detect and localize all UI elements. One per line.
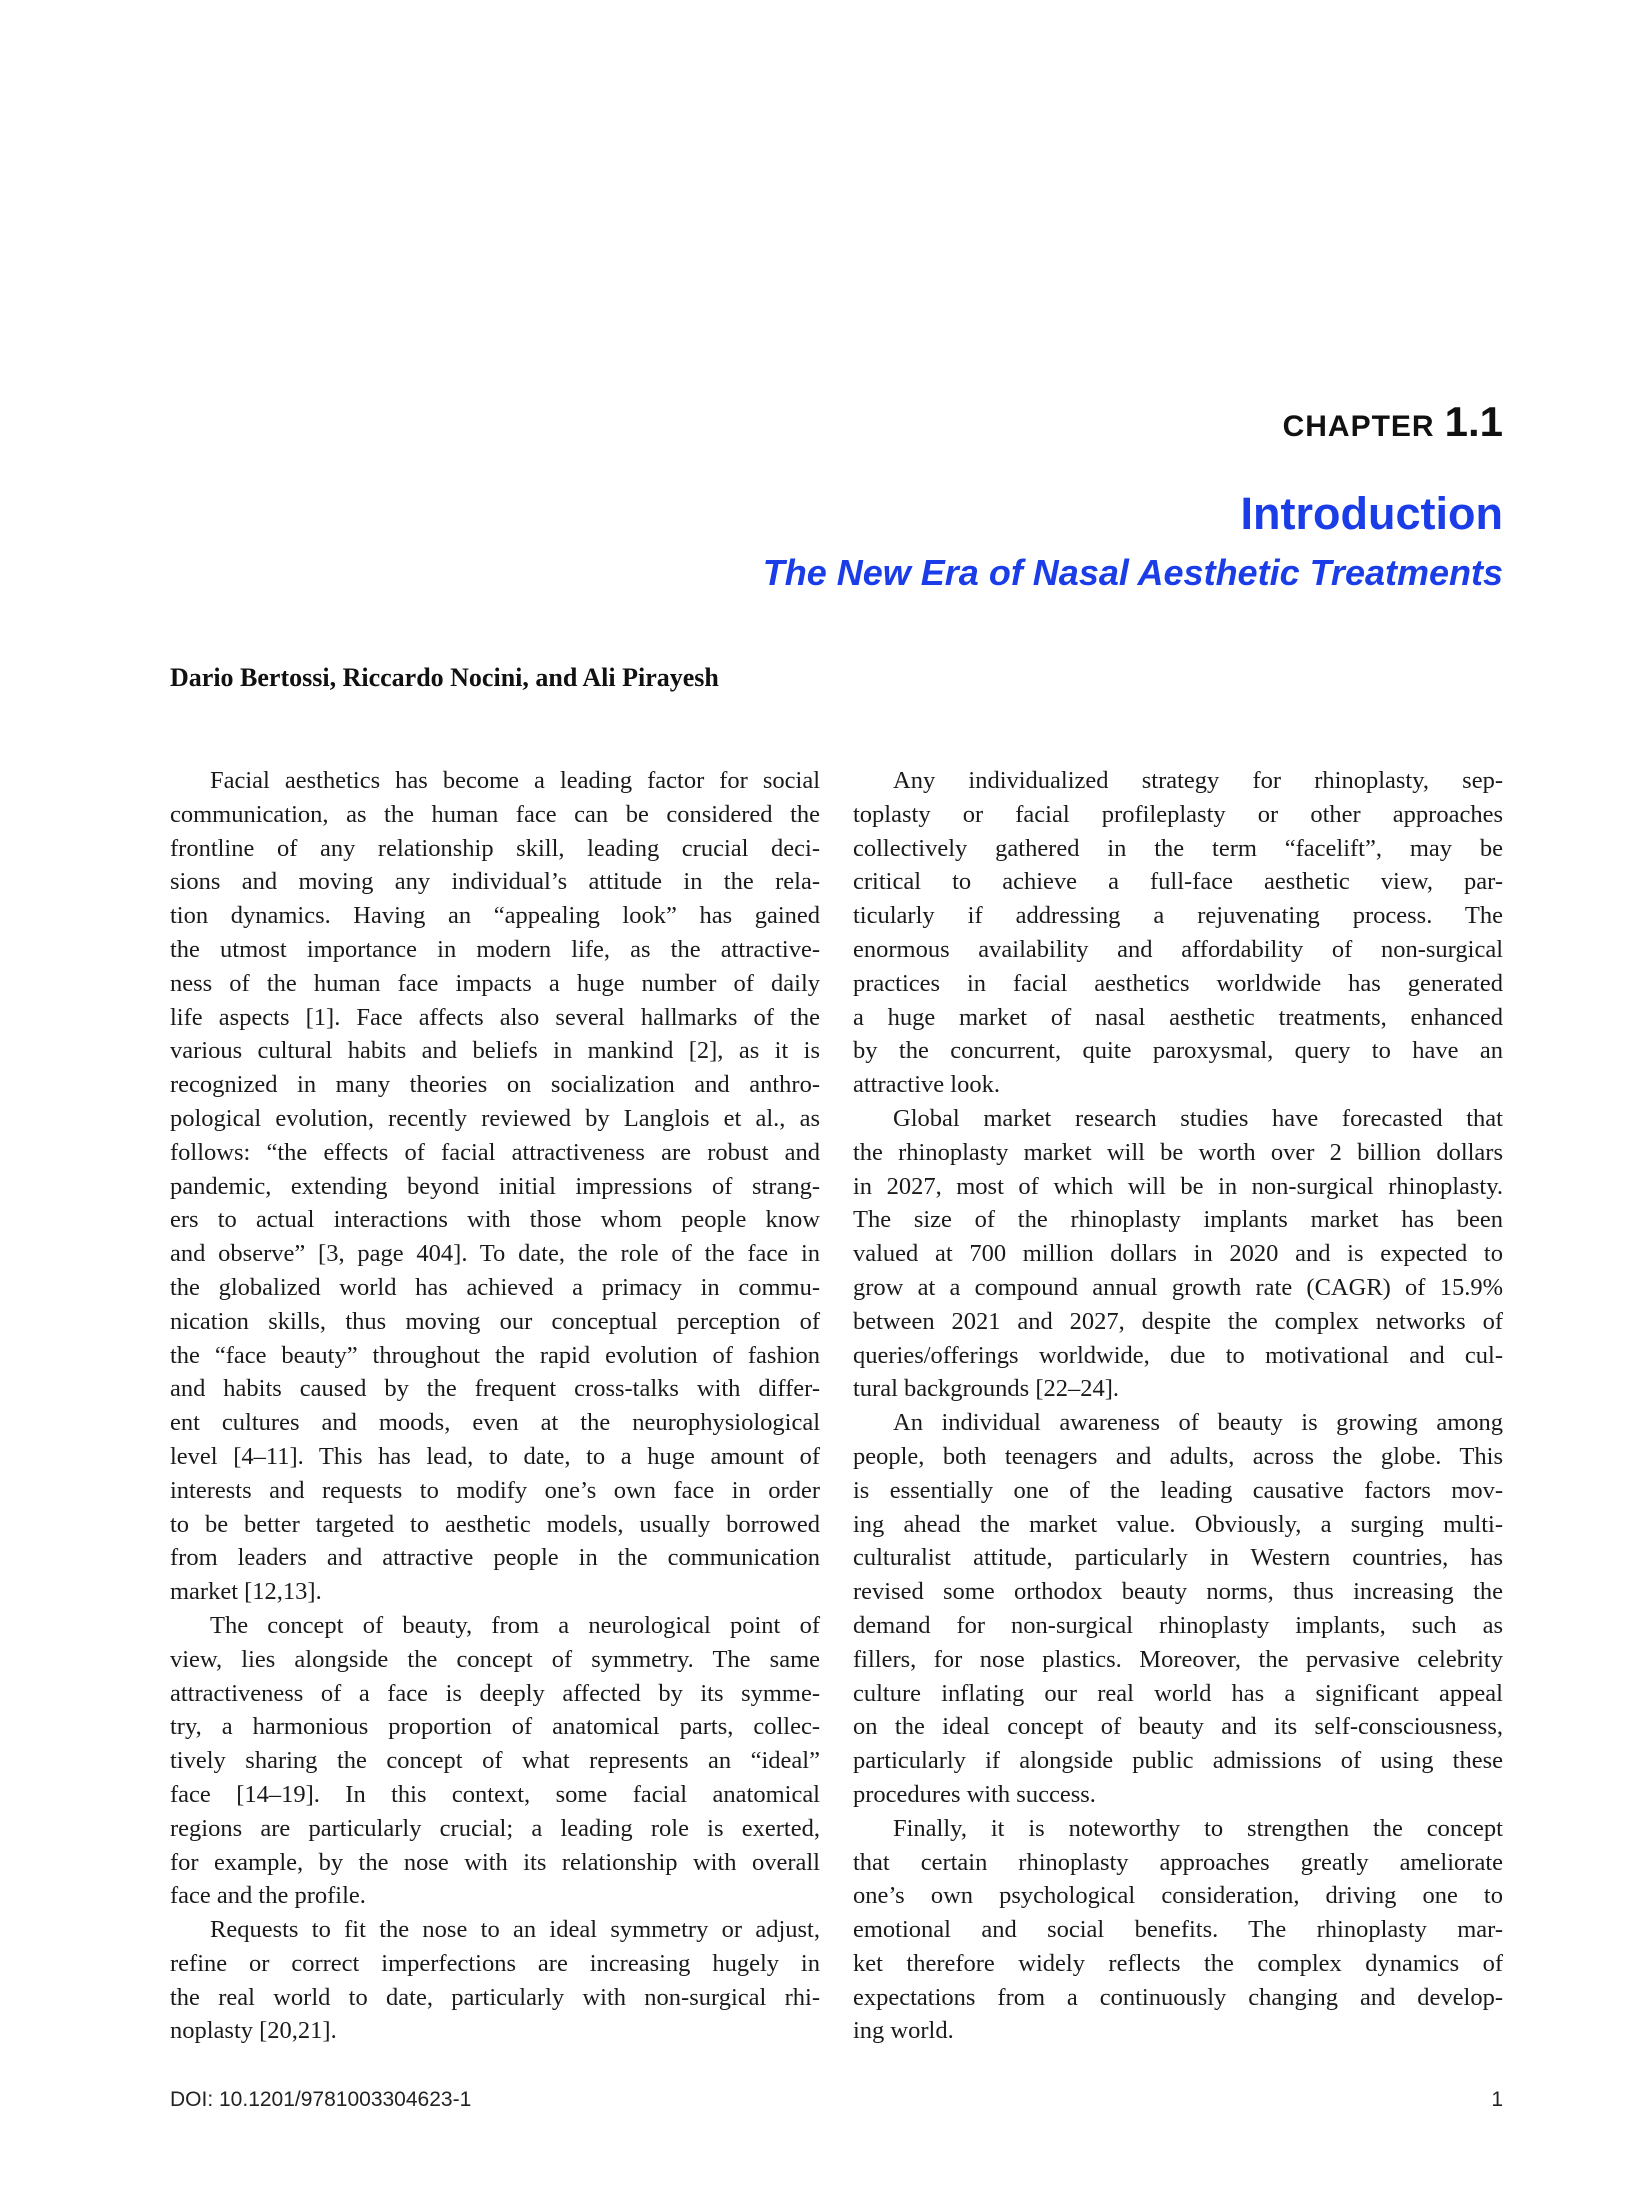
text-line: Finally, it is noteworthy to strengthen the concept bbox=[893, 1814, 1503, 1842]
text-line: ket therefore widely reflects the complex dynamics of bbox=[853, 1949, 1503, 1977]
text-line: procedures with success. bbox=[853, 1780, 1096, 1808]
text-line: expectations from a continuously changing and develop- bbox=[853, 1983, 1503, 2011]
text-line: revised some orthodox beauty norms, thus increasing the bbox=[853, 1578, 1503, 1606]
text-line: practices in facial aesthetics worldwide has generated bbox=[853, 969, 1503, 997]
paragraph bbox=[853, 1812, 1503, 2049]
text-line: market [12,13]. bbox=[170, 1578, 322, 1606]
text-line: attractiveness of a face is deeply affected by its symme- bbox=[170, 1679, 820, 1707]
chapter-heading bbox=[1283, 398, 1503, 446]
text-line: frontline of any relationship skill, leading crucial deci- bbox=[170, 834, 820, 862]
text-line: people, both teenagers and adults, across the globe. This bbox=[853, 1442, 1503, 1470]
text-line: that certain rhinoplasty approaches greatly ameliorate bbox=[853, 1848, 1503, 1876]
text-line: ing ahead the market value. Obviously, a surging multi- bbox=[853, 1510, 1503, 1538]
paragraph bbox=[170, 764, 820, 1609]
body-column-left bbox=[170, 764, 820, 2048]
text-line: pological evolution, recently reviewed by Langlois et al., as bbox=[170, 1104, 820, 1132]
text-line: ers to actual interactions with those whom people know bbox=[170, 1206, 820, 1234]
text-line: ing world. bbox=[853, 2017, 954, 2045]
text-line: from leaders and attractive people in the communication bbox=[170, 1544, 820, 1572]
text-line: for example, by the nose with its relationship with overall bbox=[170, 1848, 820, 1876]
text-line: and habits caused by the frequent cross-talks with differ- bbox=[170, 1375, 820, 1403]
paragraph bbox=[853, 1406, 1503, 1812]
text-line: ness of the human face impacts a huge number of daily bbox=[170, 969, 820, 997]
text-line: emotional and social benefits. The rhinoplasty mar- bbox=[853, 1916, 1503, 1944]
text-line: tively sharing the concept of what represents an “ideal” bbox=[170, 1747, 820, 1775]
text-line: face and the profile. bbox=[170, 1882, 366, 1910]
text-line: in 2027, most of which will be in non-surgical rhinoplasty. bbox=[853, 1172, 1503, 1200]
chapter-number: 1.1 bbox=[1444, 398, 1503, 445]
chapter-subtitle: The New Era of Nasal Aesthetic Treatments bbox=[762, 552, 1503, 593]
text-line: level [4–11]. This has lead, to date, to a huge amount of bbox=[170, 1442, 820, 1470]
text-line: particularly if alongside public admissions of using these bbox=[853, 1747, 1503, 1775]
text-line: sions and moving any individual’s attitude in the rela- bbox=[170, 868, 820, 896]
text-line: tural backgrounds [22–24]. bbox=[853, 1375, 1120, 1403]
text-line: enormous availability and affordability of non-surgical bbox=[853, 935, 1503, 963]
text-line: interests and requests to modify one’s own face in order bbox=[170, 1476, 820, 1504]
text-line: culture inflating our real world has a significant appeal bbox=[853, 1679, 1503, 1707]
text-line: Any individualized strategy for rhinoplasty, sep- bbox=[893, 767, 1503, 794]
paragraph bbox=[170, 1609, 820, 1913]
paragraph bbox=[170, 1913, 820, 2048]
text-line: An individual awareness of beauty is growing among bbox=[893, 1409, 1503, 1437]
text-line: demand for non-surgical rhinoplasty implants, such as bbox=[853, 1611, 1503, 1639]
text-line: the utmost importance in modern life, as the attractive- bbox=[170, 935, 820, 963]
text-line: valued at 700 million dollars in 2020 and is expected to bbox=[853, 1240, 1503, 1268]
text-line: one’s own psychological consideration, driving one to bbox=[853, 1882, 1503, 1910]
text-line: Global market research studies have forecasted that bbox=[893, 1104, 1503, 1132]
text-line: face [14–19]. In this context, some facial anatomical bbox=[170, 1780, 820, 1808]
text-line: to be better targeted to aesthetic models, usually borrowed bbox=[170, 1510, 820, 1538]
text-line: the real world to date, particularly with non-surgical rhi- bbox=[170, 1983, 820, 2011]
text-line: various cultural habits and beliefs in mankind [2], as it is bbox=[170, 1037, 820, 1065]
text-line: attractive look. bbox=[853, 1071, 1000, 1099]
paragraph bbox=[853, 1102, 1503, 1406]
text-line: ticularly if addressing a rejuvenating process. The bbox=[853, 902, 1503, 930]
chapter-label: CHAPTER bbox=[1282, 410, 1435, 443]
text-line: toplasty or facial profileplasty or other approaches bbox=[853, 800, 1503, 828]
text-line: pandemic, extending beyond initial impressions of strang- bbox=[170, 1172, 820, 1200]
text-line: the rhinoplasty market will be worth over 2 billion dollars bbox=[853, 1138, 1503, 1166]
text-line: The concept of beauty, from a neurological point of bbox=[210, 1611, 820, 1639]
page-number: 1 bbox=[1491, 2088, 1503, 2111]
chapter-title: Introduction bbox=[1240, 488, 1503, 539]
text-line: try, a harmonious proportion of anatomical parts, collec- bbox=[170, 1713, 820, 1741]
text-line: grow at a compound annual growth rate (CAGR) of 15.9% bbox=[853, 1273, 1503, 1301]
text-line: life aspects [1]. Face affects also several hallmarks of the bbox=[170, 1003, 820, 1031]
text-line: fillers, for nose plastics. Moreover, the pervasive celebrity bbox=[853, 1645, 1503, 1673]
text-line: collectively gathered in the term “facelift”, may be bbox=[853, 834, 1503, 862]
text-line: recognized in many theories on socialization and anthro- bbox=[170, 1071, 820, 1099]
text-line: The size of the rhinoplasty implants market has been bbox=[853, 1206, 1503, 1234]
paragraph bbox=[853, 764, 1503, 1102]
text-line: the globalized world has achieved a primacy in commu- bbox=[170, 1273, 820, 1301]
text-line: culturalist attitude, particularly in Western countries, has bbox=[853, 1544, 1503, 1572]
text-line: view, lies alongside the concept of symmetry. The same bbox=[170, 1645, 820, 1673]
text-line: the “face beauty” throughout the rapid evolution of fashion bbox=[170, 1341, 820, 1369]
text-line: noplasty [20,21]. bbox=[170, 2017, 337, 2045]
text-line: critical to achieve a full-face aesthetic view, par- bbox=[853, 868, 1503, 896]
doi: DOI: 10.1201/9781003304623-1 bbox=[170, 2088, 472, 2111]
text-line: refine or correct imperfections are increasing hugely in bbox=[170, 1949, 820, 1977]
text-line: and observe” [3, page 404]. To date, the role of the face in bbox=[170, 1240, 820, 1268]
text-line: between 2021 and 2027, despite the complex networks of bbox=[853, 1307, 1503, 1335]
body-column-right bbox=[853, 764, 1503, 2048]
text-line: ent cultures and moods, even at the neurophysiological bbox=[170, 1409, 820, 1437]
text-line: communication, as the human face can be considered the bbox=[170, 800, 820, 828]
authors: Dario Bertossi, Riccardo Nocini, and Ali Pirayesh bbox=[170, 663, 719, 692]
text-line: nication skills, thus moving our conceptual perception of bbox=[170, 1307, 820, 1335]
text-line: by the concurrent, quite paroxysmal, query to have an bbox=[853, 1037, 1503, 1065]
text-line: regions are particularly crucial; a leading role is exerted, bbox=[170, 1814, 820, 1842]
text-line: is essentially one of the leading causative factors mov- bbox=[853, 1476, 1503, 1504]
text-line: Facial aesthetics has become a leading factor for social bbox=[210, 767, 820, 794]
text-line: tion dynamics. Having an “appealing look” has gained bbox=[170, 902, 820, 930]
text-line: a huge market of nasal aesthetic treatments, enhanced bbox=[853, 1003, 1503, 1031]
text-line: queries/offerings worldwide, due to motivational and cul- bbox=[853, 1341, 1503, 1369]
text-line: follows: “the effects of facial attractiveness are robust and bbox=[170, 1138, 820, 1166]
text-line: Requests to fit the nose to an ideal symmetry or adjust, bbox=[210, 1916, 820, 1944]
text-line: on the ideal concept of beauty and its self-consciousness, bbox=[853, 1713, 1503, 1741]
